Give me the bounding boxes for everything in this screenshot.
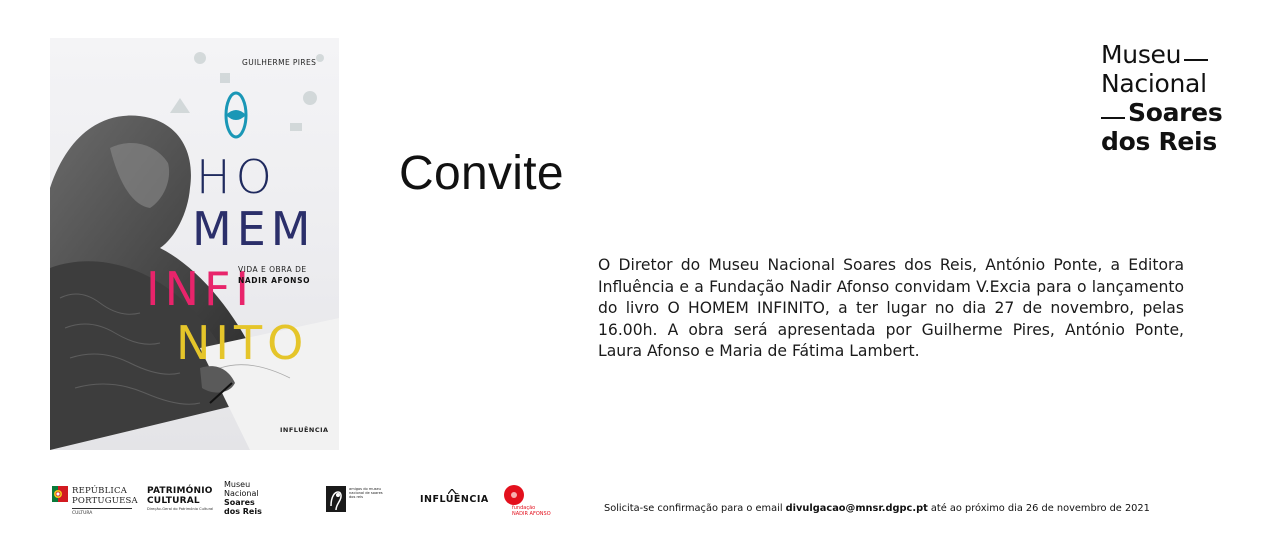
cover-subtitle: VIDA E OBRA DE — [238, 265, 307, 274]
patrimonio-line-1: PATRIMÓNIO — [147, 486, 213, 496]
republica-line-2: PORTUGUESA — [72, 496, 138, 506]
rsvp-email-link[interactable]: divulgacao@mnsr.dgpc.pt — [785, 503, 928, 514]
nadir-line-2: NADIR AFONSO — [512, 511, 551, 517]
museum-logo — [1101, 40, 1236, 156]
amigos-text: amigos do museu nacional de soares dos reis — [349, 487, 383, 499]
museum-logo-line-2: Nacional — [1101, 69, 1207, 98]
invitation-text: O Diretor do Museu Nacional Soares dos Reis, António Ponte, a Editora Influência e a Fundação Nadir Afonso convidam V.Excia para o lançamento do livro O HOMEM INFINITO, a ter lugar no dia 27 de novembro, pelas 16.00h. A obra será apresentada por Guilherme Pires, António Ponte, Laura Afonso e Maria de Fátima Lambert. — [598, 256, 1184, 360]
patrimonio-cultural-logo — [147, 486, 217, 516]
fundacao-nadir-afonso-logo — [504, 485, 564, 517]
museum-small-line-3: Soares — [224, 498, 255, 507]
page-title: Convite — [399, 147, 564, 200]
museum-logo-line-1: Museu — [1101, 40, 1236, 69]
cover-publisher: INFLUÊNCIA — [280, 426, 329, 434]
cover-title-o-icon — [222, 90, 250, 140]
influencia-accent-icon — [448, 489, 456, 494]
rsvp-prefix: Solicita-se confirmação para o email — [604, 503, 786, 514]
cover-author: GUILHERME PIRES — [242, 58, 317, 67]
rsvp-suffix: até ao próximo dia 26 de novembro de 2021 — [927, 503, 1150, 514]
republica-line-1: REPÚBLICA — [72, 486, 128, 496]
museum-small-line-2: Nacional — [224, 489, 259, 498]
amigos-emblem-icon — [326, 486, 346, 512]
republica-line-3: CULTURA — [72, 511, 93, 516]
museum-small-line-1: Museu — [224, 480, 251, 489]
rsvp-notice — [604, 503, 1150, 514]
portugal-flag-icon — [52, 486, 68, 502]
museum-small-line-4: dos Reis — [224, 507, 262, 516]
patrimonio-line-3: Direção-Geral do Património Cultural — [147, 507, 214, 511]
influencia-logo — [420, 494, 489, 505]
museum-logo-small — [224, 480, 269, 516]
museum-logo-line-3: Soares — [1101, 98, 1236, 127]
cover-title-line-2: HO — [196, 150, 277, 204]
cover-title-line-3: MEM — [192, 202, 316, 256]
cover-subject-name: NADIR AFONSO — [238, 276, 311, 285]
amigos-museu-logo — [326, 486, 386, 514]
influencia-text: INFLUÊNCIA — [420, 494, 489, 505]
patrimonio-line-2: CULTURAL — [147, 496, 200, 506]
republica-portuguesa-logo — [52, 484, 142, 518]
cover-title-line-5: NITO — [176, 316, 309, 370]
cover-title-line-4: INFI — [146, 262, 255, 316]
book-cover — [50, 38, 339, 450]
museum-logo-line-4: dos Reis — [1101, 127, 1217, 156]
nadir-line-1: fundação — [512, 505, 536, 511]
